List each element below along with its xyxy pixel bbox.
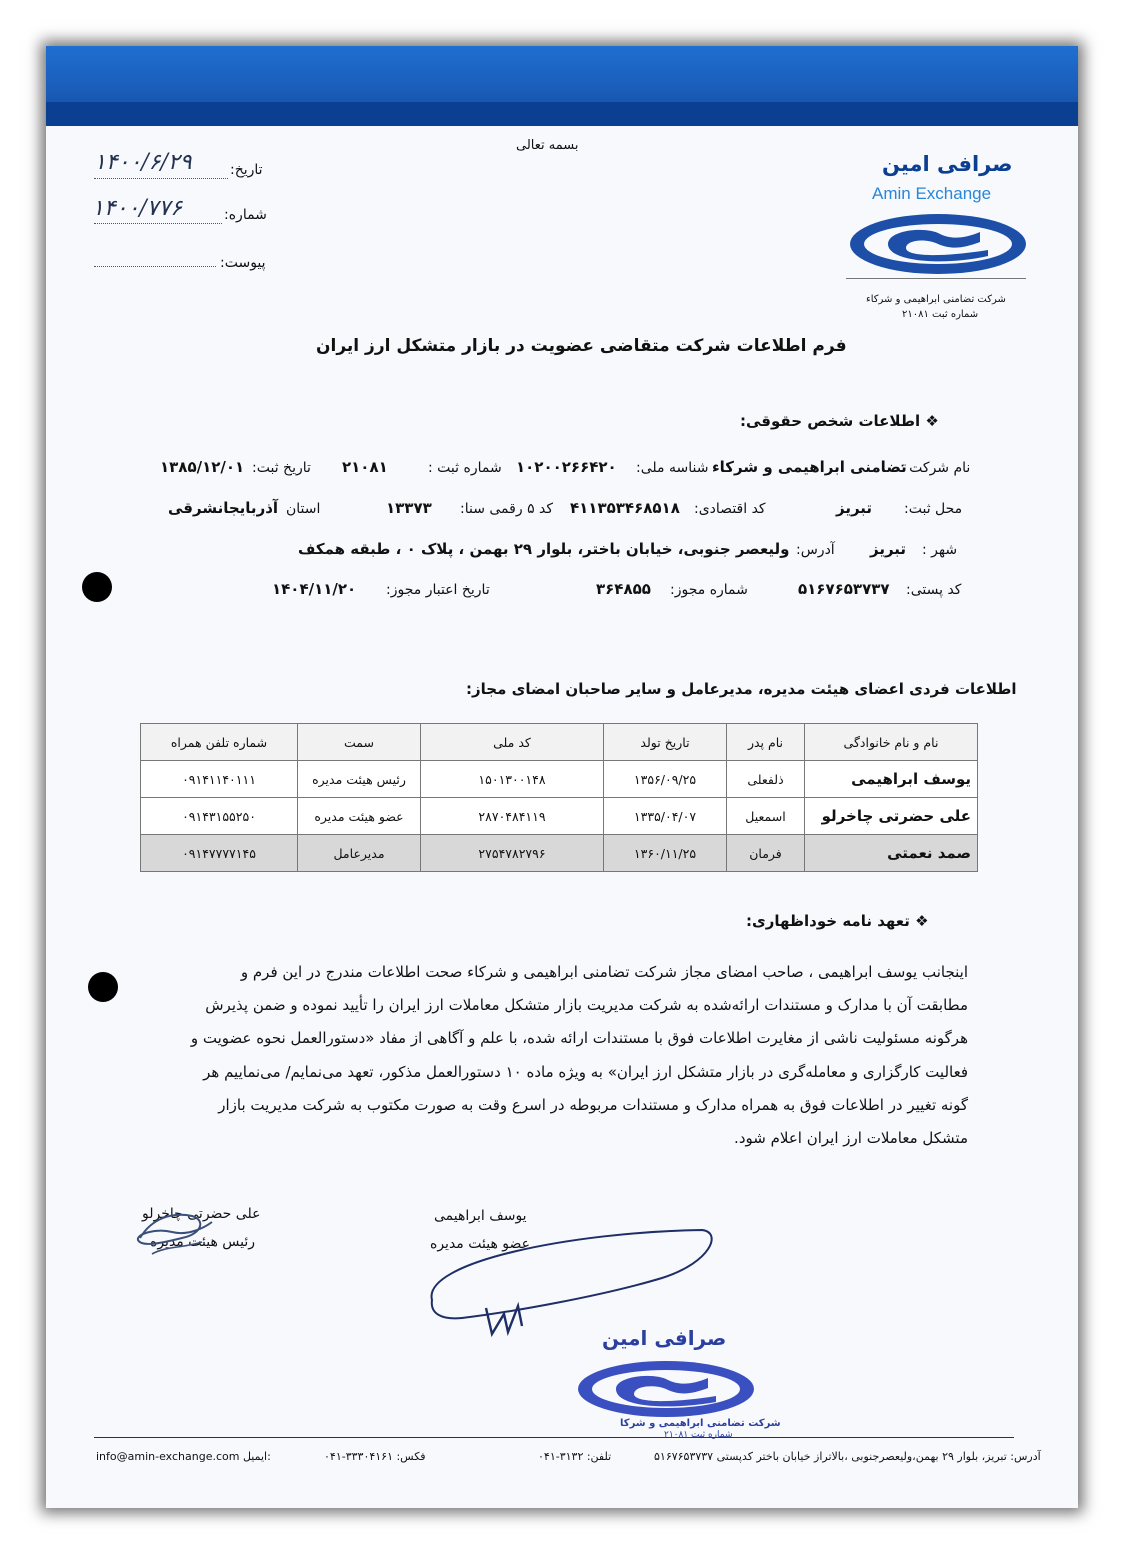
logo-name-fa: صرافی امین (882, 152, 1013, 176)
left-signer-role: رئیس هیئت مدیره (150, 1234, 256, 1250)
table-row (141, 835, 978, 872)
province-value: آذربایجانشرقی (168, 499, 279, 517)
punch-hole (88, 972, 118, 1002)
table-cell: فرمان (727, 835, 805, 872)
postal-value: ۵۱۶۷۶۵۳۷۳۷ (798, 580, 890, 598)
table-cell: اسمعیل (727, 798, 805, 835)
footer-fax: فکس: ۳۳۳۰۴۱۶۱-۰۴۱ (324, 1450, 426, 1463)
license-exp-label: تاریخ اعتبار مجوز: (386, 582, 490, 598)
reg-number-value: ۲۱۰۸۱ (342, 458, 388, 476)
footer-address: آدرس: تبریز، بلوار ۲۹ بهمن،ولیعصرجنوبی ،بالاتراز خیابان باختر کدپستی ۵۱۶۷۶۵۳۷۳۷ (654, 1450, 1041, 1463)
econ-code-value: ۴۱۱۳۵۳۴۶۸۵۱۸ (570, 499, 680, 517)
table-cell: یوسف ابراهیمی (805, 761, 978, 798)
reg-number-label: شماره ثبت : (428, 460, 502, 476)
city-label: شهر : (922, 542, 958, 558)
table-header-row (141, 724, 978, 761)
declaration-text (156, 956, 968, 1155)
table-cell: ۱۳۳۵/۰۴/۰۷ (604, 798, 727, 835)
footer-email: info@amin-exchange.com ایمیل: (96, 1450, 271, 1463)
city-value: تبریز (870, 540, 907, 558)
table-cell: ۲۸۷۰۴۸۴۱۱۹ (421, 798, 604, 835)
legal-heading: ❖ اطلاعات شخص حقوقی: (740, 412, 939, 430)
footer-phone: تلفن: ۳۱۳۲-۰۴۱ (538, 1450, 612, 1463)
date-value: ۱۴۰۰/۶/۲۹ (94, 150, 192, 175)
table-cell: ۰۹۱۴۱۱۴۰۱۱۱ (141, 761, 298, 798)
province-label: استان (286, 501, 321, 517)
reg-date-value: ۱۳۸۵/۱۲/۰۱ (160, 458, 245, 476)
members-table (140, 723, 978, 872)
table-row (141, 798, 978, 835)
address-value: ولیعصر جنوبی، خیابان باختر، بلوار ۲۹ بهمن ، پلاک ۰ ، طبقه همکف (298, 540, 790, 558)
sana-label: کد ۵ رقمی سنا: (460, 501, 554, 517)
declaration-line: متشکل معاملات ارز ایران اعلام شود. (734, 1129, 968, 1148)
table-cell: صمد نعمتی (805, 835, 978, 872)
table-cell: ۱۳۶۰/۱۱/۲۵ (604, 835, 727, 872)
table-header: نام و نام خانوادگی (805, 724, 978, 761)
table-cell: ۱۳۵۶/۰۹/۲۵ (604, 761, 727, 798)
attachment-label: پیوست: (220, 255, 266, 271)
declaration-line: مطابقت آن با مدارک و مستندات ارائه‌شده به شرکت مدیریت بازار متشکل معاملات ارز ایران را تأیید نموده و ضمن پذیرش (205, 996, 968, 1015)
number-label: شماره: (224, 207, 267, 223)
table-cell: ۰۹۱۴۷۷۷۷۱۴۵ (141, 835, 298, 872)
stamp-company: شرکت تضامنی ابراهیمی و شرکا (620, 1418, 781, 1429)
table-cell: مدیرعامل (298, 835, 421, 872)
declaration-line: گونه تغییر در اطلاعات فوق به همراه مدارک و مستندات مربوطه در اسرع وقت به صورت مکتوب به شرکت مدیریت بازار (218, 1095, 968, 1114)
reg-place-value: تبریز (836, 499, 873, 517)
table-header: نام پدر (727, 724, 805, 761)
stamp-logo-icon (576, 1358, 756, 1420)
table-cell: ذلفعلی (727, 761, 805, 798)
date-line (94, 178, 228, 179)
number-value: ۱۴۰۰/۷۷۶ (92, 196, 183, 221)
attachment-line (94, 266, 216, 267)
company-value: تضامنی ابراهیمی و شرکاء (712, 458, 907, 476)
right-signer-name: یوسف ابراهیمی (434, 1208, 527, 1224)
company-label: نام شرکت : (900, 460, 971, 476)
declaration-heading: ❖ تعهد نامه خوداظهاری: (746, 912, 929, 930)
logo-name-en: Amin Exchange (872, 184, 992, 203)
table-cell: عضو هیئت مدیره (298, 798, 421, 835)
punch-hole (82, 572, 112, 602)
table-cell: ۱۵۰۱۳۰۰۱۴۸ (421, 761, 604, 798)
logo-company: شرکت تضامنی ابراهیمی و شرکاء (866, 294, 1006, 305)
right-signer-role: عضو هیئت مدیره (430, 1236, 531, 1252)
number-line (94, 223, 222, 224)
left-signature-icon (132, 1198, 218, 1264)
table-header: کد ملی (421, 724, 604, 761)
license-label: شماره مجوز: (670, 582, 748, 598)
reg-place-label: محل ثبت: (904, 501, 963, 517)
logo-reg: شماره ثبت ۲۱۰۸۱ (902, 309, 979, 320)
national-id-value: ۱۰۲۰۰۲۶۶۴۲۰ (516, 458, 617, 476)
declaration-line: فعالیت کارگزاری و معامله‌گری در بازار متشکل ارز ایران» به ویژه ماده ۱۰ دستورالعمل مذکور، تعهد می‌نمایم/ می‌نماییم هر (203, 1062, 968, 1081)
footer-rule (94, 1437, 1014, 1438)
declaration-heading-text: تعهد نامه خوداظهاری: (746, 912, 910, 930)
page-title: فرم اطلاعات شرکت متقاضی عضویت در بازار متشکل ارز ایران (316, 336, 847, 356)
header-banner-stripe (46, 102, 1078, 126)
declaration-line: اینجانب یوسف ابراهیمی ، صاحب امضای مجاز شرکت تضامنی ابراهیمی و شرکاء صحت اطلاعات مندرج در این فرم و (240, 963, 968, 981)
license-value: ۳۶۴۸۵۵ (596, 580, 651, 598)
license-exp-value: ۱۴۰۴/۱۱/۲۰ (272, 580, 357, 598)
right-signature-icon (422, 1222, 722, 1342)
logo-rule (846, 278, 1026, 279)
table-cell: رئیس هیئت مدیره (298, 761, 421, 798)
table-cell: علی حضرتی چاخرلو (805, 798, 978, 835)
table-header: تاریخ تولد (604, 724, 727, 761)
basmala: بسمه تعالی (516, 138, 579, 153)
table-row (141, 761, 978, 798)
table-header: سمت (298, 724, 421, 761)
reg-date-label: تاریخ ثبت: (252, 460, 311, 476)
econ-code-label: کد اقتصادی: (694, 501, 766, 517)
stamp-reg: شماره ثبت ۲۱۰۸۱ (664, 1430, 733, 1440)
stamp-name: صرافی امین (602, 1326, 727, 1350)
left-signer-name: علی حضرتی چاخرلو (142, 1206, 261, 1222)
members-heading: اطلاعات فردی اعضای هیئت مدیره، مدیرعامل و سایر صاحبان امضای مجاز: (466, 680, 1017, 698)
document-sheet (46, 46, 1078, 1508)
date-label: تاریخ: (230, 162, 263, 178)
legal-heading-text: اطلاعات شخص حقوقی: (740, 412, 921, 430)
sana-value: ۱۳۳۷۳ (386, 499, 432, 517)
table-cell: ۲۷۵۴۷۸۲۷۹۶ (421, 835, 604, 872)
address-label: آدرس: (796, 542, 835, 558)
national-id-label: شناسه ملی: (636, 460, 709, 476)
table-header: شماره تلفن همراه (141, 724, 298, 761)
postal-label: کد پستی: (906, 582, 962, 598)
declaration-line: هرگونه مسئولیت ناشی از مغایرت اطلاعات فوق با مستندات ارائه شده، با علم و آگاهی از مفاد «دستورالعمل نحوه عضویت و (190, 1029, 968, 1048)
table-cell: ۰۹۱۴۳۱۵۵۲۵۰ (141, 798, 298, 835)
logo-mark-icon (848, 212, 1028, 276)
